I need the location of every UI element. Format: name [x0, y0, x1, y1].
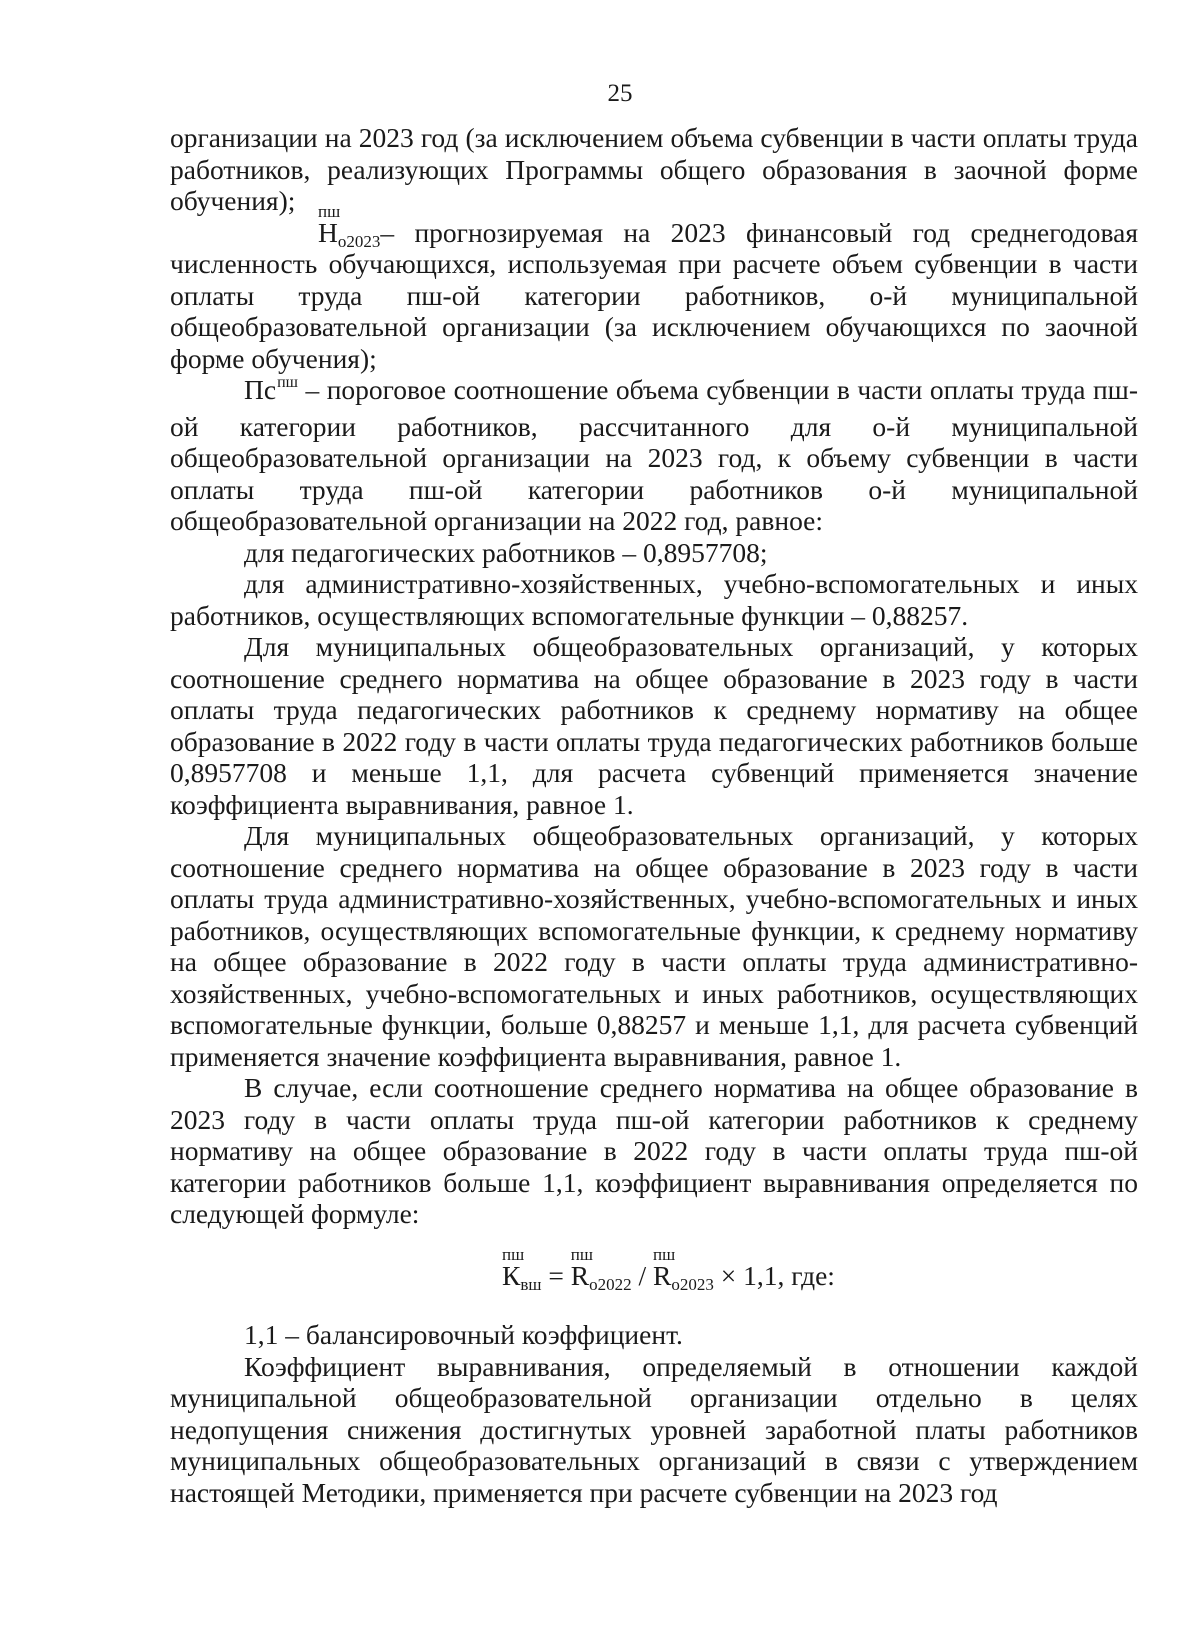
paragraph: для педагогических работников – 0,8957708;: [244, 536, 768, 568]
document-body: [170, 122, 1138, 1508]
formula-r2: R пш о2023: [652, 1244, 714, 1294]
paragraph: В случае, если соотношение среднего норматива на общее образование в 2023 году в части оплаты труда пш-ой категории работников к среднему нормативу на общее образование в 2022 году в части оплаты труда пш-ой категории работников больше 1,1, коэффициент выравнивания определяется по следующей формуле:: [170, 1072, 1138, 1229]
paragraph: для административно-хозяйственных, учебно-вспомогательных и иных работников, осуществляющих вспомогательные функции – 0,88257.: [170, 568, 1138, 631]
paragraph: Для муниципальных общеобразовательных организаций, у которых соотношение среднего норматива на общее образование в 2023 году в части оплаты труда административно-хозяйственных, учебно-вспомогательных и иных работников, осуществляющих вспомогательные функции, к среднему нормативу на общее образование в 2022 году в части оплаты труда административно-хозяйственных, учебно-вспомогательных и иных работников, осуществляющих вспомогательные функции, больше 0,88257 и меньше 1,1, для расчета субвенций применяется значение коэффициента выравнивания, равное 1.: [170, 820, 1138, 1072]
paragraph: Коэффициент выравнивания, определяемый в отношении каждой муниципальной общеобразовательной организации отдельно в целях недопущения снижения достигнутых уровней заработной платы работников муниципальных общеобразовательных организаций в связи с утверждением настоящей Методики, применяется при расчете субвенции на 2023 год: [170, 1350, 1138, 1508]
paragraph: Для муниципальных общеобразовательных организаций, у которых соотношение среднего норматива на общее образование в 2023 году в части оплаты труда педагогических работников к среднему нормативу на общее образование в 2022 году в части оплаты труда педагогических работников больше 0,8957708 и меньше 1,1, для расчета субвенций применяется значение коэффициента выравнивания, равное 1.: [170, 631, 1138, 820]
page-number: 25: [607, 80, 633, 107]
paragraph-symbol-definition: $Пс^{пш}$ – пороговое соотношение объема субвенции в части оплаты труда пш-ой категории работников, рассчитанного для о-й муниципальной общеобразовательной организации на 2023 год, к объему субвенции в части оплаты труда пш-ой категории работников о-й муниципальной общеобразовательной организации на 2022 год, равное:: [170, 374, 1138, 536]
formula: К пш вш = R пш о2022 / R пш о2023 × 1,1, где:: [502, 1244, 835, 1294]
formula-k: К пш вш: [502, 1244, 542, 1294]
symbol-n: Н пш о2023: [318, 201, 381, 251]
paragraph: 1,1 – балансировочный коэффициент.: [244, 1319, 683, 1350]
paragraph-symbol-definition: Н пш о2023– прогнозируемая на 2023 финансовый год среднегодовая численность обучающихся, используемая при расчете объем субвенции в части оплаты труда пш-ой категории работников, о-й муниципальной общеобразовательной организации (за исключением обучающихся по заочной форме обучения);: [170, 201, 1138, 374]
paragraph: организации на 2023 год (за исключением объема субвенции в части оплаты труда работников, реализующих Программы общего образования в заочной форме обучения);: [170, 122, 1138, 216]
symbol-ps: $Пс^{пш}$: [244, 374, 298, 405]
formula-r1: R пш о2022: [570, 1244, 632, 1294]
